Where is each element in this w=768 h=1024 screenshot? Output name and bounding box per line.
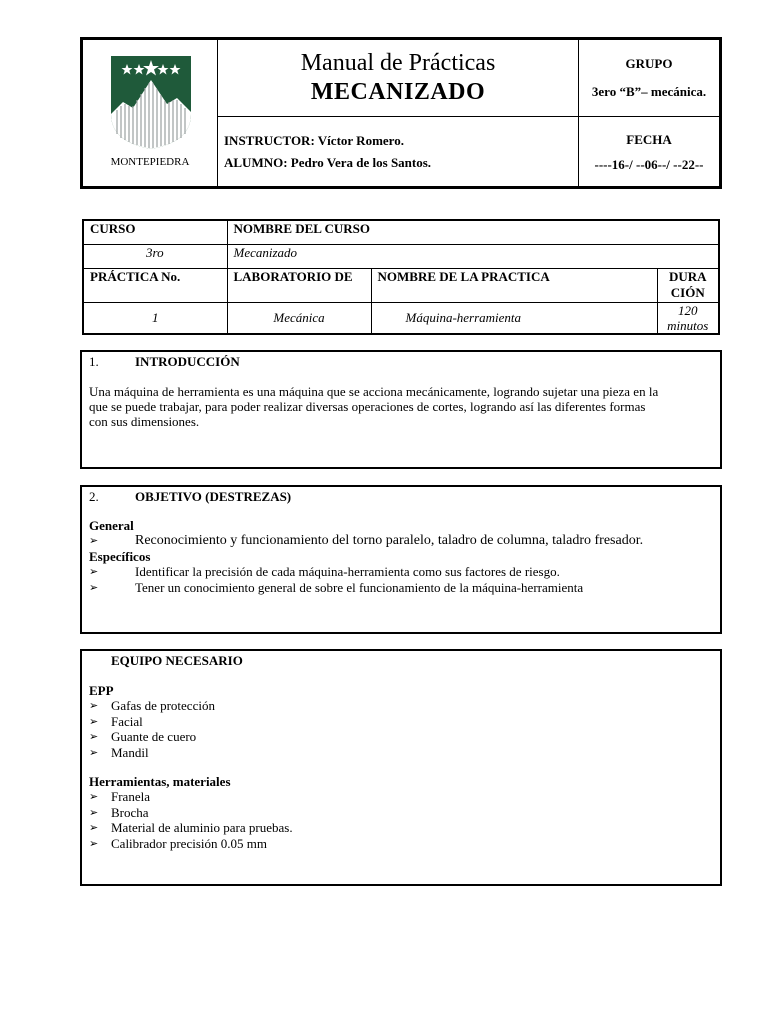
arrow-bullet-icon: ➢ [89,580,99,594]
list-item-text: Guante de cuero [111,729,197,744]
especificos-label: Específicos [89,549,151,564]
school-logo-icon [109,54,193,150]
list-item-text: Tener un conocimiento general de sobre el funcionamiento de la máquina-herramienta [135,579,584,595]
objetivo-number: 2. [89,489,99,504]
duracion-value-1: 120 [678,302,698,318]
instructor-text: INSTRUCTOR: Víctor Romero. [224,132,404,148]
list-item [89,836,713,852]
objetivo-heading [89,489,713,505]
course-table [82,219,720,335]
list-item-text: Franela [111,789,150,804]
list-item-text: Facial [111,713,143,729]
list-item-text: Identificar la precisión de cada máquina-herramienta como sus factores de riesgo. [135,564,560,579]
school-name: MONTEPIEDRA [110,156,190,168]
nombre-practica-value: Máquina-herramienta [371,302,657,334]
nombre-curso-value: Mecanizado [227,244,719,268]
duracion-label [657,268,719,302]
duracion-label-1: DURA [668,268,707,284]
personnel-cell [218,117,579,187]
list-item [89,698,713,714]
list-item [89,564,713,580]
intro-line: Una máquina de herramienta es una máquina que se acciona mecánicamente, logrando sujetar una pieza en la [89,384,659,399]
intro-title: INTRODUCCIÓN [135,354,240,369]
epp-label: EPP [89,683,114,698]
title-line-2: MECANIZADO [310,79,486,105]
list-item-text: Calibrador precisión 0.05 mm [111,835,267,851]
arrow-bullet-icon: ➢ [89,565,99,578]
practica-value: 1 [83,302,227,334]
laboratorio-label: LABORATORIO DE [227,268,371,302]
objetivo-section [80,485,722,634]
arrow-bullet-icon: ➢ [89,699,99,712]
intro-section [80,350,722,469]
grupo-label: GRUPO [625,56,673,71]
title-line-1: Manual de Prácticas [300,50,496,76]
list-item-text: Material de aluminio para pruebas. [111,820,293,835]
fecha-cell [579,117,720,187]
list-item [89,745,713,761]
duracion-value [657,302,719,334]
fecha-value: ----16-/ --06--/ --22-- [594,156,704,172]
list-item [89,729,713,745]
grupo-cell [579,40,720,117]
duracion-value-2: minutos [667,317,709,333]
intro-heading [89,354,713,370]
arrow-bullet-icon: ➢ [89,790,99,803]
list-item-text: Brocha [111,804,149,820]
list-item-text: Reconocimiento y funcionamiento del torno paralelo, taladro de columna, taladro fresador. [135,533,644,548]
arrow-bullet-icon: ➢ [89,836,99,850]
objetivo-title: OBJETIVO (DESTREZAS) [135,489,292,504]
grupo-value: 3ero “B”– mecánica. [591,84,707,99]
equipo-title: EQUIPO NECESARIO [111,653,243,668]
list-item-text: Gafas de protección [111,698,215,713]
arrow-bullet-icon: ➢ [89,805,99,819]
arrow-bullet-icon: ➢ [89,714,99,728]
logo-cell [83,40,218,187]
arrow-bullet-icon: ➢ [89,821,99,834]
list-item [89,533,713,549]
document-header [80,37,722,189]
fecha-label: FECHA [626,131,672,147]
document-title [218,40,579,117]
practica-label: PRÁCTICA No. [83,268,227,302]
nombre-curso-label: NOMBRE DEL CURSO [227,220,719,244]
curso-value: 3ro [83,244,227,268]
list-item [89,714,713,730]
list-item [89,820,713,836]
duracion-label-2: CIÓN [670,284,705,300]
equipo-section [80,649,722,886]
herramientas-label: Herramientas, materiales [89,774,231,789]
list-item [89,789,713,805]
intro-line: que se puede trabajar, para poder realizar diversas operaciones de cortes, logrando así las diferentes formas [89,399,646,414]
list-item [89,580,713,596]
curso-label: CURSO [83,220,227,244]
general-label: General [89,518,134,533]
list-item-text: Mandil [111,744,149,760]
arrow-bullet-icon: ➢ [89,745,99,759]
nombre-practica-label: NOMBRE DE LA PRACTICA [371,268,657,302]
laboratorio-value: Mecánica [227,302,371,334]
intro-line: con sus dimensiones. [89,414,200,429]
list-item [89,805,713,821]
intro-number: 1. [89,354,99,369]
alumno-text: ALUMNO: Pedro Vera de los Santos. [224,154,432,170]
equipo-heading [89,653,713,669]
arrow-bullet-icon: ➢ [89,730,99,743]
arrow-bullet-icon: ➢ [89,534,99,547]
